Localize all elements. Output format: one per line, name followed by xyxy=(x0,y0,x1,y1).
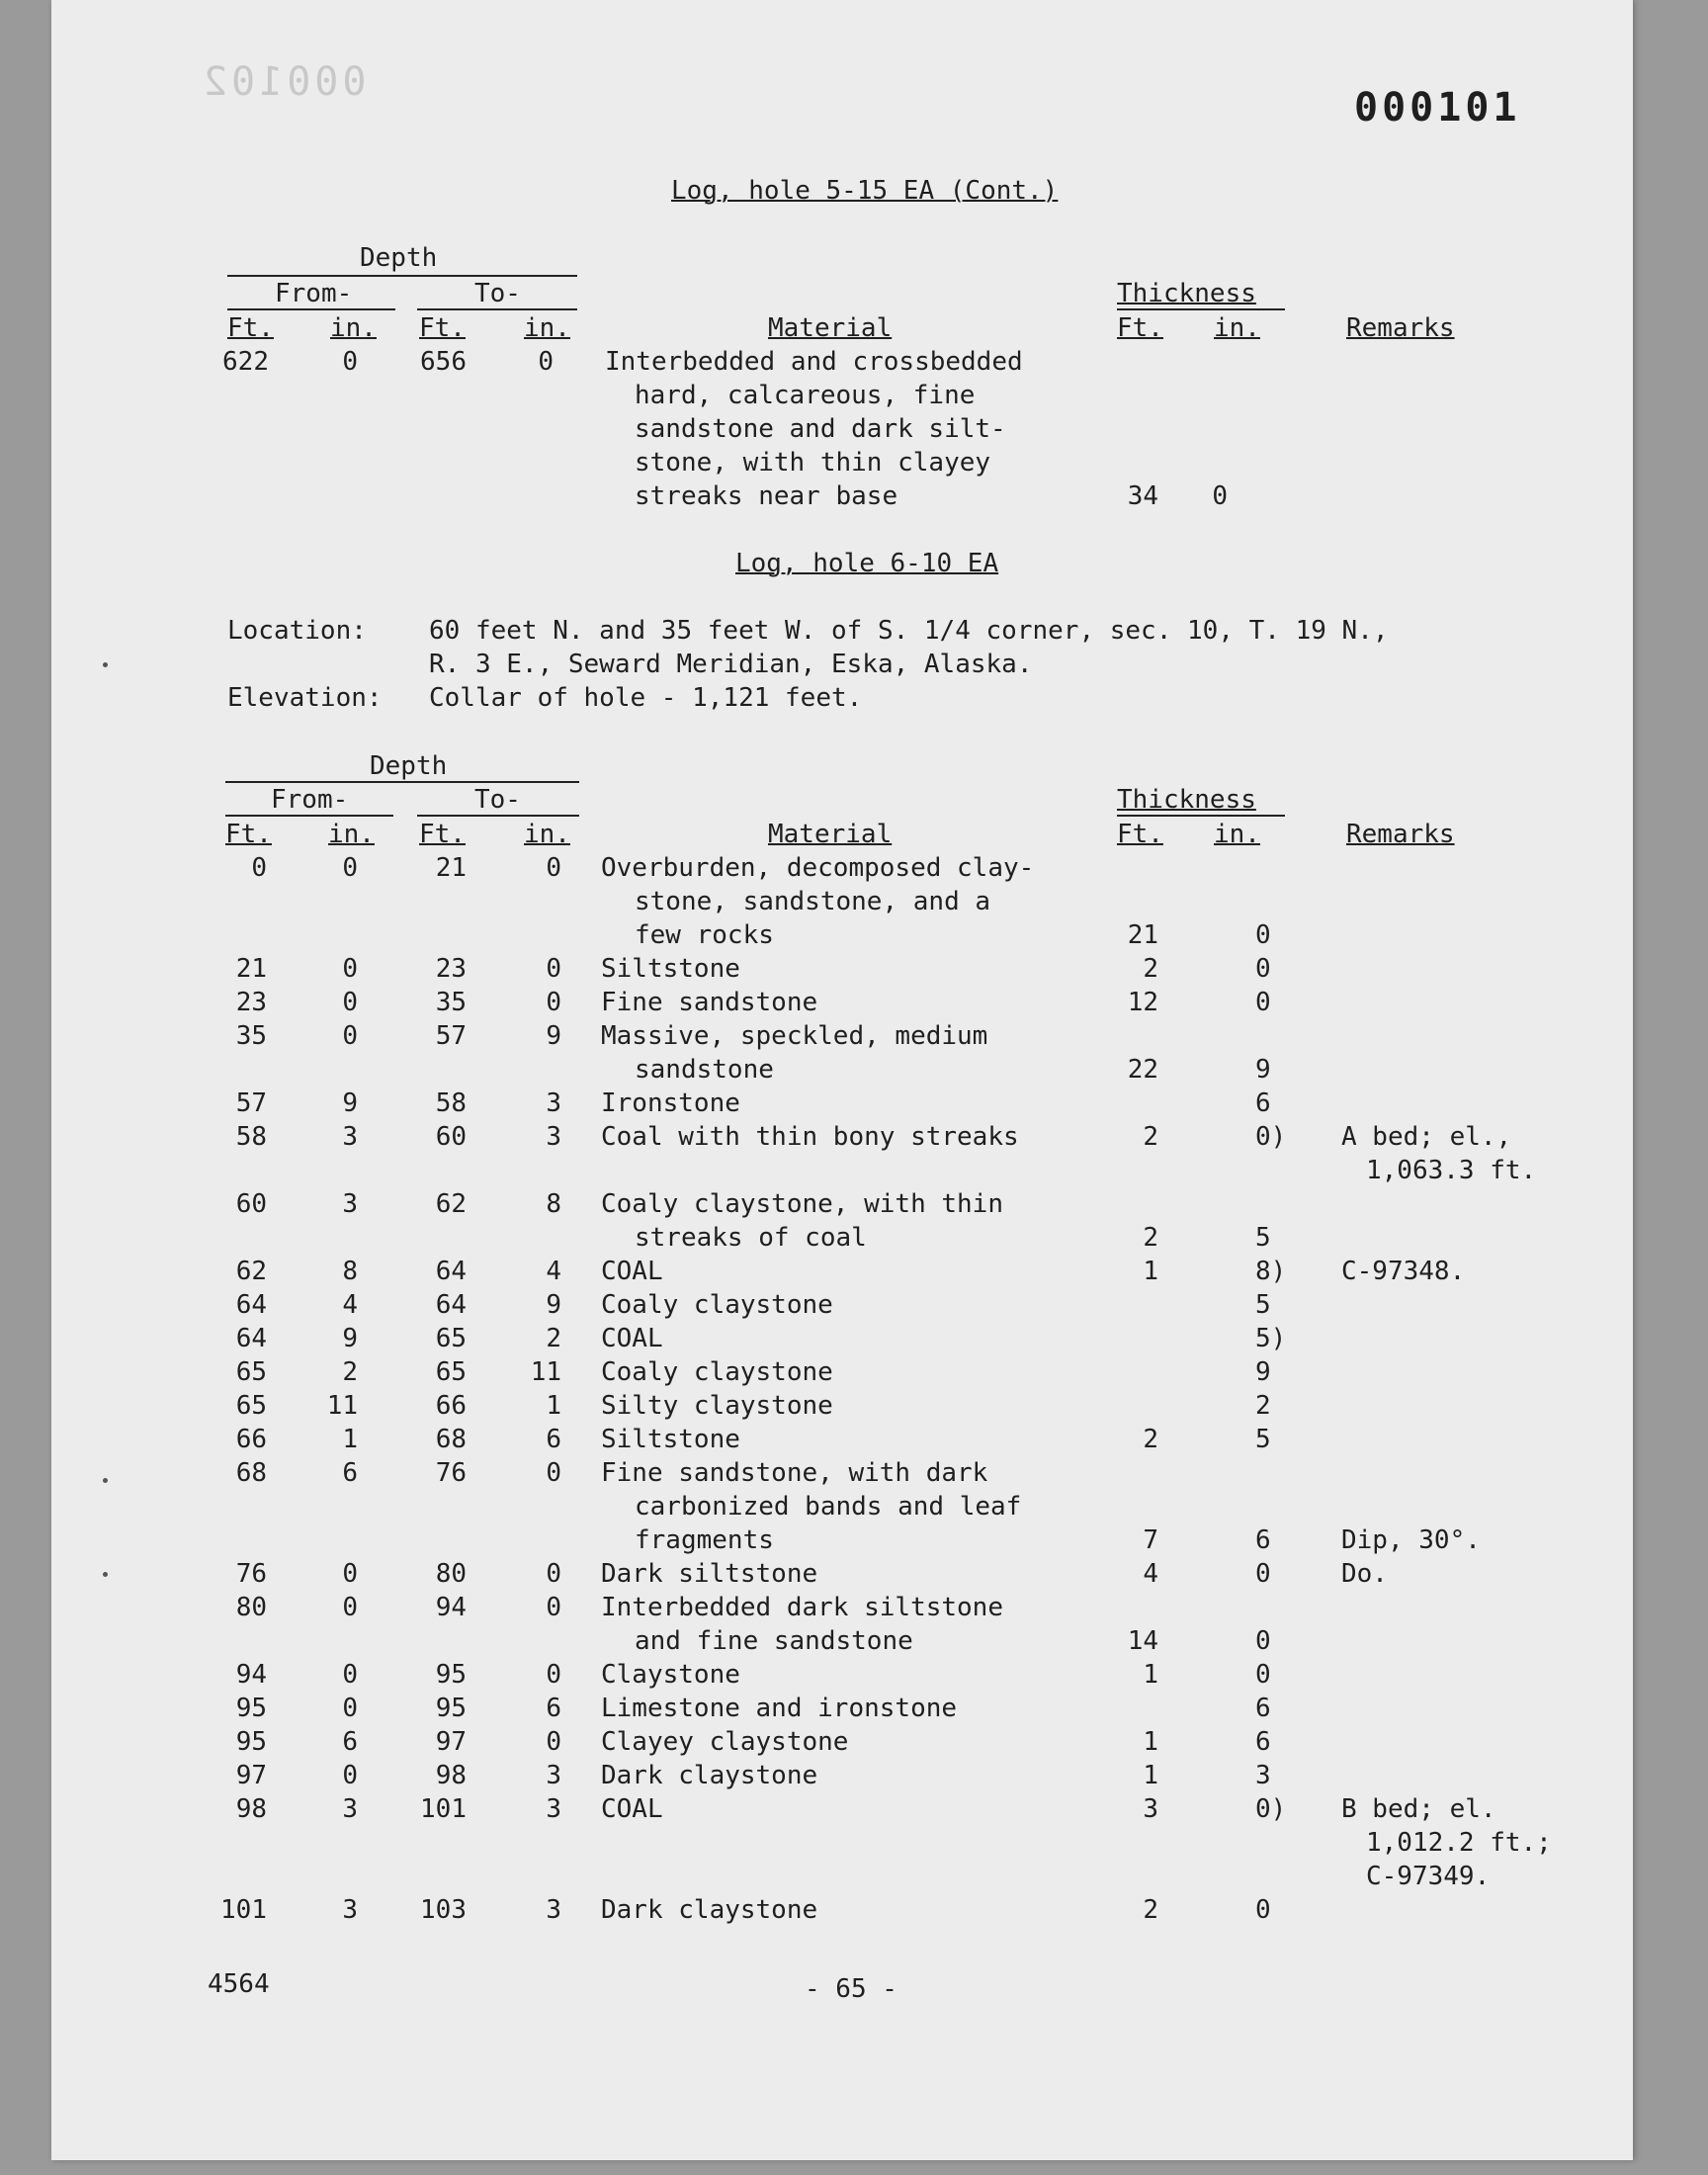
from-ft-cell: 64 xyxy=(235,1324,267,1353)
s2-thickness-rule xyxy=(1117,815,1285,817)
to-in-cell: 3 xyxy=(546,1761,561,1790)
s1-material-line: Interbedded and crossbedded xyxy=(605,347,1023,377)
thick-in-cell: 0) xyxy=(1255,1122,1287,1152)
to-in-cell: 2 xyxy=(546,1324,561,1353)
to-ft-cell: 98 xyxy=(435,1761,467,1790)
material-cell: COAL xyxy=(601,1794,663,1824)
from-in-cell: 0 xyxy=(342,1694,358,1723)
thick-in-cell: 0 xyxy=(1255,1895,1271,1925)
s1-remarks-header: Remarks xyxy=(1346,313,1455,343)
from-ft-cell: 95 xyxy=(235,1727,267,1757)
s2-to-in-header: in. xyxy=(524,820,570,849)
thick-in-cell: 6 xyxy=(1255,1694,1271,1723)
margin-mark xyxy=(103,662,108,667)
location-text: 60 feet N. and 35 feet W. of S. 1/4 corner, sec. 10, T. 19 N., xyxy=(429,616,1389,646)
thick-ft-cell: 1 xyxy=(1143,1660,1158,1690)
thick-in-cell: 6 xyxy=(1255,1525,1271,1555)
from-in-cell: 0 xyxy=(342,853,358,883)
to-ft-cell: 65 xyxy=(435,1357,467,1387)
thick-in-cell: 9 xyxy=(1255,1055,1271,1085)
page-id: 000101 xyxy=(1354,85,1521,130)
to-ft-cell: 76 xyxy=(435,1458,467,1488)
to-ft-cell: 97 xyxy=(435,1727,467,1757)
s1-from-in-header: in. xyxy=(330,313,377,343)
s1-thick-in-header: in. xyxy=(1214,313,1260,343)
from-in-cell: 0 xyxy=(342,954,358,984)
from-ft-cell: 101 xyxy=(220,1895,267,1925)
to-ft-cell: 66 xyxy=(435,1391,467,1421)
s1-thickness-header: Thickness xyxy=(1117,279,1256,308)
to-in-cell: 6 xyxy=(546,1425,561,1454)
thick-in-cell: 5 xyxy=(1255,1223,1271,1253)
thick-in-cell: 5 xyxy=(1255,1425,1271,1454)
from-ft-cell: 95 xyxy=(235,1694,267,1723)
material-cell: COAL xyxy=(601,1324,663,1353)
s1-material-line: stone, with thin clayey xyxy=(635,448,991,478)
to-in-cell: 11 xyxy=(530,1357,561,1387)
to-in-cell: 9 xyxy=(546,1021,561,1051)
s1-thick-ft: 34 xyxy=(1127,481,1158,511)
s1-thick-in: 0 xyxy=(1212,481,1228,511)
thick-ft-cell: 2 xyxy=(1143,1122,1158,1152)
footer-code: 4564 xyxy=(208,1969,270,1999)
from-in-cell: 8 xyxy=(342,1257,358,1286)
to-ft-cell: 64 xyxy=(435,1290,467,1320)
s2-thick-ft-header: Ft. xyxy=(1117,820,1163,849)
from-ft-cell: 23 xyxy=(235,988,267,1017)
s1-to-ft-header: Ft. xyxy=(419,313,466,343)
to-in-cell: 4 xyxy=(546,1257,561,1286)
from-in-cell: 3 xyxy=(342,1189,358,1219)
from-in-cell: 0 xyxy=(342,1021,358,1051)
to-in-cell: 0 xyxy=(546,1660,561,1690)
s1-material-line: sandstone and dark silt- xyxy=(635,414,1006,444)
s2-depth-header: Depth xyxy=(370,751,448,781)
s1-to-header: To- xyxy=(474,279,521,308)
s2-to-header: To- xyxy=(474,785,521,815)
thick-in-cell: 3 xyxy=(1255,1761,1271,1790)
material-cell: streaks of coal xyxy=(635,1223,867,1253)
material-cell: Siltstone xyxy=(601,1425,740,1454)
thick-ft-cell: 2 xyxy=(1143,954,1158,984)
s1-from-rule xyxy=(227,308,395,310)
s1-from-header: From- xyxy=(275,279,353,308)
thick-in-cell: 0) xyxy=(1255,1794,1287,1824)
from-ft-cell: 57 xyxy=(235,1088,267,1118)
to-ft-cell: 95 xyxy=(435,1660,467,1690)
material-cell: Overburden, decomposed clay- xyxy=(601,853,1035,883)
thick-in-cell: 0 xyxy=(1255,1626,1271,1656)
thick-in-cell: 0 xyxy=(1255,988,1271,1017)
from-ft-cell: 76 xyxy=(235,1559,267,1589)
material-cell: Siltstone xyxy=(601,954,740,984)
material-cell: stone, sandstone, and a xyxy=(635,887,991,916)
thick-ft-cell: 4 xyxy=(1143,1559,1158,1589)
thick-in-cell: 5 xyxy=(1255,1290,1271,1320)
thick-in-cell: 0 xyxy=(1255,920,1271,950)
remarks-cell: C-97349. xyxy=(1366,1862,1491,1891)
material-cell: Coaly claystone, with thin xyxy=(601,1189,1003,1219)
from-ft-cell: 97 xyxy=(235,1761,267,1790)
thick-ft-cell: 22 xyxy=(1127,1055,1158,1085)
to-ft-cell: 35 xyxy=(435,988,467,1017)
material-cell: fragments xyxy=(635,1525,774,1555)
s2-material-header: Material xyxy=(768,820,893,849)
from-in-cell: 0 xyxy=(342,1593,358,1622)
to-in-cell: 8 xyxy=(546,1189,561,1219)
remarks-cell: Do. xyxy=(1341,1559,1388,1589)
material-cell: Clayey claystone xyxy=(601,1727,849,1757)
s1-from-ft-header: Ft. xyxy=(227,313,274,343)
s1-to-in-header: in. xyxy=(524,313,570,343)
to-in-cell: 3 xyxy=(546,1895,561,1925)
to-in-cell: 0 xyxy=(546,853,561,883)
remarks-cell: 1,012.2 ft.; xyxy=(1366,1828,1552,1858)
from-in-cell: 0 xyxy=(342,1660,358,1690)
margin-mark xyxy=(103,1572,108,1577)
s2-from-header: From- xyxy=(271,785,349,815)
thick-ft-cell: 2 xyxy=(1143,1223,1158,1253)
from-ft-cell: 68 xyxy=(235,1458,267,1488)
to-in-cell: 0 xyxy=(546,1458,561,1488)
document-page xyxy=(51,0,1633,2160)
to-in-cell: 3 xyxy=(546,1794,561,1824)
bleed-through-page-id: 000102 xyxy=(200,59,367,105)
to-ft-cell: 62 xyxy=(435,1189,467,1219)
from-ft-cell: 66 xyxy=(235,1425,267,1454)
from-ft-cell: 64 xyxy=(235,1290,267,1320)
to-in-cell: 6 xyxy=(546,1694,561,1723)
thick-in-cell: 0 xyxy=(1255,1559,1271,1589)
s1-thick-ft-header: Ft. xyxy=(1117,313,1163,343)
material-cell: Dark claystone xyxy=(601,1895,818,1925)
s2-from-rule xyxy=(225,815,393,817)
thick-in-cell: 6 xyxy=(1255,1727,1271,1757)
material-cell: Fine sandstone, with dark xyxy=(601,1458,988,1488)
from-ft-cell: 94 xyxy=(235,1660,267,1690)
thick-in-cell: 2 xyxy=(1255,1391,1271,1421)
to-ft-cell: 68 xyxy=(435,1425,467,1454)
remarks-cell: C-97348. xyxy=(1341,1257,1466,1286)
s1-from-ft: 622 xyxy=(222,347,269,377)
from-in-cell: 0 xyxy=(342,1761,358,1790)
thick-ft-cell: 21 xyxy=(1127,920,1158,950)
s2-from-in-header: in. xyxy=(328,820,375,849)
s1-to-ft: 656 xyxy=(420,347,467,377)
material-cell: Massive, speckled, medium xyxy=(601,1021,988,1051)
from-in-cell: 0 xyxy=(342,1559,358,1589)
s1-material-header: Material xyxy=(768,313,893,343)
to-in-cell: 0 xyxy=(546,1559,561,1589)
from-in-cell: 11 xyxy=(326,1391,358,1421)
section2-title: Log, hole 6-10 EA xyxy=(735,549,999,578)
s2-to-ft-header: Ft. xyxy=(419,820,466,849)
from-ft-cell: 98 xyxy=(235,1794,267,1824)
elevation-label: Elevation: xyxy=(227,683,383,713)
from-ft-cell: 80 xyxy=(235,1593,267,1622)
to-in-cell: 3 xyxy=(546,1088,561,1118)
thick-ft-cell: 1 xyxy=(1143,1761,1158,1790)
s1-material-line: hard, calcareous, fine xyxy=(635,381,976,410)
to-ft-cell: 64 xyxy=(435,1257,467,1286)
thick-in-cell: 6 xyxy=(1255,1088,1271,1118)
thick-in-cell: 0 xyxy=(1255,1660,1271,1690)
from-ft-cell: 35 xyxy=(235,1021,267,1051)
to-in-cell: 3 xyxy=(546,1122,561,1152)
to-ft-cell: 57 xyxy=(435,1021,467,1051)
material-cell: carbonized bands and leaf xyxy=(635,1492,1022,1522)
thick-ft-cell: 14 xyxy=(1127,1626,1158,1656)
from-in-cell: 3 xyxy=(342,1122,358,1152)
to-in-cell: 0 xyxy=(546,988,561,1017)
s2-thick-in-header: in. xyxy=(1214,820,1260,849)
location-text: R. 3 E., Seward Meridian, Eska, Alaska. xyxy=(429,650,1033,679)
elevation-text: Collar of hole - 1,121 feet. xyxy=(429,683,863,713)
material-cell: Interbedded dark siltstone xyxy=(601,1593,1003,1622)
material-cell: Dark claystone xyxy=(601,1761,818,1790)
from-in-cell: 9 xyxy=(342,1088,358,1118)
s1-to-in: 0 xyxy=(538,347,554,377)
to-ft-cell: 95 xyxy=(435,1694,467,1723)
to-in-cell: 0 xyxy=(546,1593,561,1622)
margin-mark xyxy=(103,1478,108,1483)
from-ft-cell: 58 xyxy=(235,1122,267,1152)
s2-to-rule xyxy=(417,815,579,817)
to-ft-cell: 58 xyxy=(435,1088,467,1118)
remarks-cell: Dip, 30°. xyxy=(1341,1525,1481,1555)
s2-remarks-header: Remarks xyxy=(1346,820,1455,849)
s1-thickness-rule xyxy=(1117,308,1285,310)
remarks-cell: B bed; el. xyxy=(1341,1794,1496,1824)
to-ft-cell: 103 xyxy=(420,1895,467,1925)
from-in-cell: 3 xyxy=(342,1794,358,1824)
to-ft-cell: 21 xyxy=(435,853,467,883)
s1-from-in: 0 xyxy=(342,347,358,377)
material-cell: Ironstone xyxy=(601,1088,740,1118)
from-in-cell: 2 xyxy=(342,1357,358,1387)
thick-ft-cell: 1 xyxy=(1143,1257,1158,1286)
material-cell: Silty claystone xyxy=(601,1391,833,1421)
thick-ft-cell: 12 xyxy=(1127,988,1158,1017)
from-ft-cell: 21 xyxy=(235,954,267,984)
material-cell: Coaly claystone xyxy=(601,1357,833,1387)
thick-ft-cell: 2 xyxy=(1143,1895,1158,1925)
from-in-cell: 6 xyxy=(342,1727,358,1757)
s2-thickness-header: Thickness xyxy=(1117,785,1256,815)
material-cell: Coaly claystone xyxy=(601,1290,833,1320)
thick-in-cell: 8) xyxy=(1255,1257,1287,1286)
thick-ft-cell: 3 xyxy=(1143,1794,1158,1824)
from-ft-cell: 60 xyxy=(235,1189,267,1219)
to-ft-cell: 101 xyxy=(420,1794,467,1824)
material-cell: Dark siltstone xyxy=(601,1559,818,1589)
material-cell: few rocks xyxy=(635,920,774,950)
s1-to-rule xyxy=(417,308,577,310)
s1-depth-header: Depth xyxy=(360,243,438,273)
to-in-cell: 1 xyxy=(546,1391,561,1421)
material-cell: and fine sandstone xyxy=(635,1626,913,1656)
from-in-cell: 1 xyxy=(342,1425,358,1454)
material-cell: Limestone and ironstone xyxy=(601,1694,958,1723)
from-in-cell: 9 xyxy=(342,1324,358,1353)
from-in-cell: 4 xyxy=(342,1290,358,1320)
from-ft-cell: 0 xyxy=(251,853,267,883)
material-cell: sandstone xyxy=(635,1055,774,1085)
from-ft-cell: 62 xyxy=(235,1257,267,1286)
to-in-cell: 9 xyxy=(546,1290,561,1320)
thick-ft-cell: 2 xyxy=(1143,1425,1158,1454)
to-ft-cell: 80 xyxy=(435,1559,467,1589)
to-in-cell: 0 xyxy=(546,954,561,984)
material-cell: Fine sandstone xyxy=(601,988,818,1017)
location-label: Location: xyxy=(227,616,367,646)
thick-in-cell: 0 xyxy=(1255,954,1271,984)
from-in-cell: 0 xyxy=(342,988,358,1017)
to-in-cell: 0 xyxy=(546,1727,561,1757)
from-in-cell: 3 xyxy=(342,1895,358,1925)
material-cell: COAL xyxy=(601,1257,663,1286)
section1-title: Log, hole 5-15 EA (Cont.) xyxy=(671,176,1059,206)
to-ft-cell: 60 xyxy=(435,1122,467,1152)
remarks-cell: 1,063.3 ft. xyxy=(1366,1156,1537,1185)
from-ft-cell: 65 xyxy=(235,1391,267,1421)
s1-material-line: streaks near base xyxy=(635,481,898,511)
thick-ft-cell: 1 xyxy=(1143,1727,1158,1757)
thick-in-cell: 5) xyxy=(1255,1324,1287,1353)
from-ft-cell: 65 xyxy=(235,1357,267,1387)
to-ft-cell: 94 xyxy=(435,1593,467,1622)
to-ft-cell: 65 xyxy=(435,1324,467,1353)
material-cell: Claystone xyxy=(601,1660,740,1690)
s2-from-ft-header: Ft. xyxy=(225,820,272,849)
from-in-cell: 6 xyxy=(342,1458,358,1488)
to-ft-cell: 23 xyxy=(435,954,467,984)
thick-ft-cell: 7 xyxy=(1143,1525,1158,1555)
thick-in-cell: 9 xyxy=(1255,1357,1271,1387)
material-cell: Coal with thin bony streaks xyxy=(601,1122,1019,1152)
remarks-cell: A bed; el., xyxy=(1341,1122,1512,1152)
page-number: - 65 - xyxy=(805,1974,897,2004)
